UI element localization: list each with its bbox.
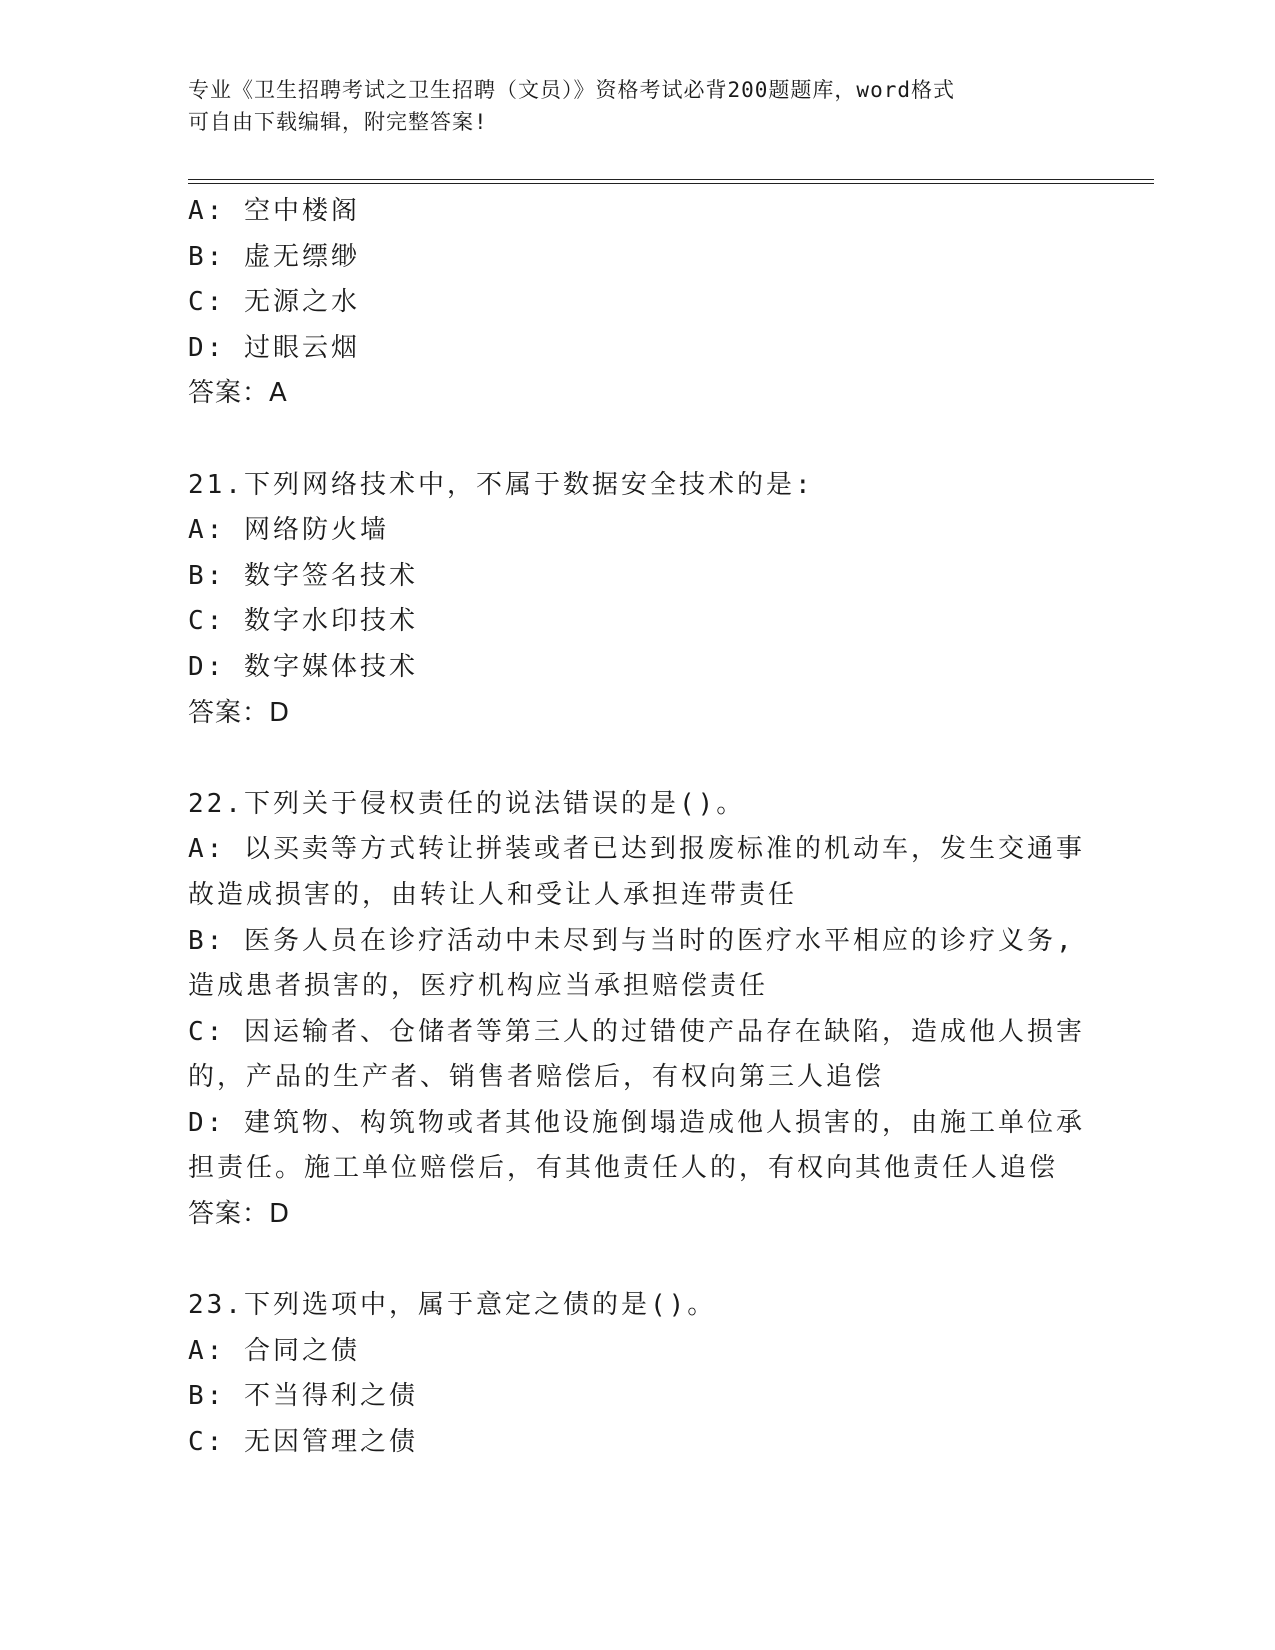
question-stem: 23.下列选项中，属于意定之债的是()。 [188,1290,717,1321]
option-b-line-2: 造成患者损害的，医疗机构应当承担赔偿责任 [188,971,769,1002]
spacer [188,417,1088,463]
option-c: C: 数字水印技术 [188,606,418,637]
answer-line: 答案：D [188,1199,291,1230]
option-b: B: 数字签名技术 [188,560,418,591]
question-stem: 21.下列网络技术中，不属于数据安全技术的是: [188,469,814,500]
question-block-21 [188,463,1088,737]
question-block-22 [188,782,1088,1238]
option-c-line-2: 的，产品的生产者、销售者赔偿后，有权向第三人追偿 [188,1062,885,1093]
option-d: D: 过眼云烟 [188,332,360,363]
option-d-line-2: 担责任。施工单位赔偿后，有其他责任人的，有权向其他责任人追偿 [188,1153,1059,1184]
answer-line: 答案：A [188,378,288,409]
option-a-line-1: A: 以买卖等方式转让拼装或者已达到报废标准的机动车，发生交通事 [188,834,1085,865]
option-d-line-1: D: 建筑物、构筑物或者其他设施倒塌造成他人损害的，由施工单位承 [188,1107,1085,1138]
option-c-line-1: C: 因运输者、仓储者等第三人的过错使产品存在缺陷，造成他人损害 [188,1016,1085,1047]
option-b: B: 虚无缥缈 [188,241,360,272]
spacer [188,736,1088,782]
spacer [188,1238,1088,1284]
option-a-line-2: 故造成损害的，由转让人和受让人承担连带责任 [188,879,798,910]
option-d: D: 数字媒体技术 [188,651,418,682]
question-block-23 [188,1283,1088,1465]
option-a: A: 网络防火墙 [188,515,389,546]
option-b: B: 不当得利之债 [188,1381,418,1412]
question-block-prev [188,189,1088,417]
option-c: C: 无源之水 [188,287,360,318]
question-stem: 22.下列关于侵权责任的说法错误的是()。 [188,788,746,819]
header-line-1: 专业《卫生招聘考试之卫生招聘（文员）》资格考试必背200题题库，word格式 [188,78,955,102]
option-c: C: 无因管理之债 [188,1427,418,1458]
document-header [188,74,1068,138]
option-a: A: 合同之债 [188,1335,360,1366]
option-a: A: 空中楼阁 [188,196,360,226]
question-list [188,189,1088,1466]
answer-line: 答案：D [188,697,291,728]
header-divider [188,179,1154,184]
option-b-line-1: B: 医务人员在诊疗活动中未尽到与当时的医疗水平相应的诊疗义务, [188,925,1075,956]
header-line-2: 可自由下载编辑，附完整答案! [188,110,488,134]
